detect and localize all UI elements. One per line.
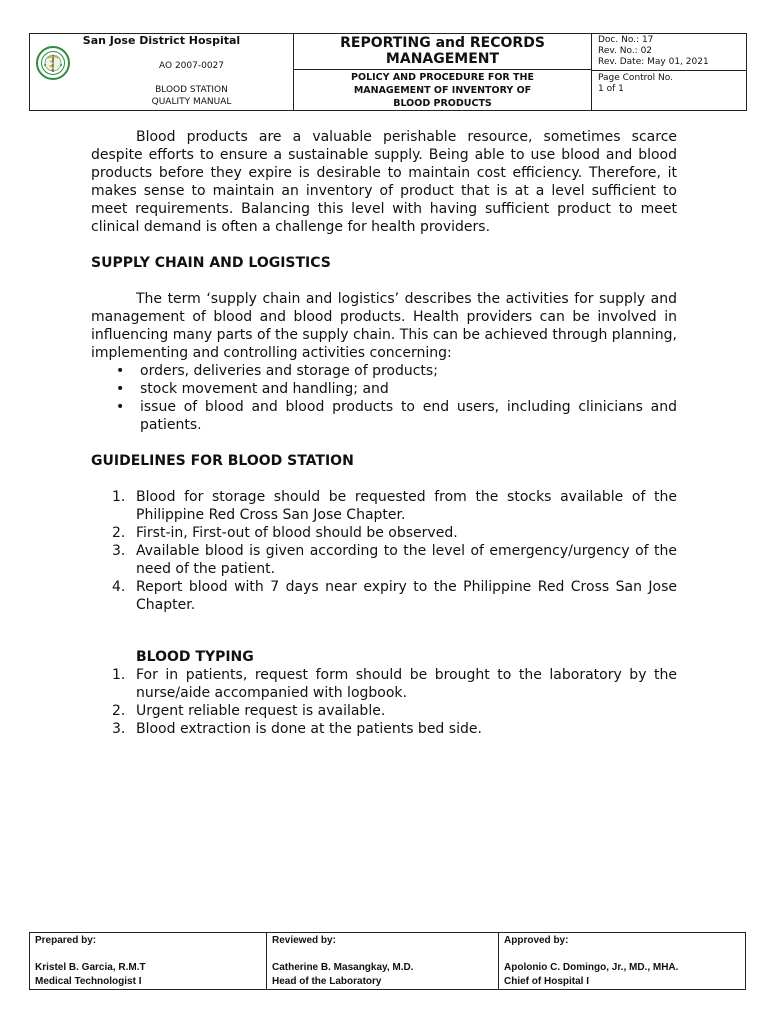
supply-chain-list bbox=[91, 362, 677, 434]
page-control: Page Control No. 1 of 1 bbox=[598, 73, 673, 94]
blood-typing-heading: BLOOD TYPING bbox=[136, 649, 254, 665]
list-item: 4. Report blood with 7 days near expiry to the Philippine Red Cross San Jose Chapter. bbox=[112, 579, 677, 613]
reviewer-name: Catherine B. Masangkay, M.D. bbox=[272, 962, 414, 973]
guidelines-list bbox=[91, 488, 677, 614]
supply-chain-paragraph: The term ‘supply chain and logistics’ describes the activities for supply and management of blood and blood products. Health providers can be involved in influencing many parts of the supply chain. This can be achieved through planning, implementing and controlling activities concerning: bbox=[91, 291, 677, 361]
supply-chain-heading: SUPPLY CHAIN AND LOGISTICS bbox=[91, 255, 331, 271]
blood-typing-list bbox=[91, 666, 677, 738]
list-item: • orders, deliveries and storage of products; bbox=[91, 362, 677, 380]
hospital-seal-icon bbox=[36, 46, 70, 80]
header-title-cell bbox=[294, 34, 592, 110]
list-item: 1. Blood for storage should be requested from the stocks available of the Philippine Red Cross San Jose Chapter. bbox=[112, 489, 677, 523]
unit-label: BLOOD STATION QUALITY MANUAL bbox=[151, 85, 232, 107]
header-hospital-cell bbox=[30, 34, 294, 110]
list-item: • issue of blood and blood products to end users, including clinicians and patients. bbox=[91, 398, 677, 434]
hospital-name: San Jose District Hospital bbox=[82, 34, 241, 47]
signatory-footer bbox=[29, 932, 746, 990]
approver-name: Apolonio C. Domingo, Jr., MD., MHA. bbox=[504, 962, 679, 973]
document-body bbox=[91, 128, 677, 738]
preparer-name: Kristel B. Garcia, R.M.T bbox=[35, 962, 146, 973]
intro-paragraph: Blood products are a valuable perishable resource, sometimes scarce despite efforts to ensure a sustainable supply. Being able to use blood and blood products before they expire is desirable to maintain cost efficiency. Therefore, it makes sense to maintain an inventory of product that is at a level sufficient to meet requirements. Balancing this level with having sufficient product to meet clinical demand is often a challenge for health providers. bbox=[91, 129, 677, 235]
document-subtitle: POLICY AND PROCEDURE FOR THE MANAGEMENT OF INVENTORY OF BLOOD PRODUCTS bbox=[351, 72, 534, 109]
approver-title: Chief of Hospital I bbox=[504, 976, 589, 987]
prepared-by-cell: Prepared by: Kristel B. Garcia, R.M.T Medical Technologist I bbox=[30, 933, 267, 989]
list-item: 2. First-in, First-out of blood should be observed. bbox=[112, 525, 458, 541]
approved-by-cell: Approved by: Apolonio C. Domingo, Jr., MD., MHA. Chief of Hospital I bbox=[504, 935, 679, 987]
ao-number: AO 2007-0027 bbox=[159, 61, 224, 71]
document-header bbox=[29, 33, 747, 111]
document-title: REPORTING and RECORDS MANAGEMENT bbox=[294, 34, 591, 70]
reviewed-by-cell: Reviewed by: Catherine B. Masangkay, M.D. Head of the Laboratory bbox=[267, 933, 499, 989]
preparer-title: Medical Technologist I bbox=[35, 976, 142, 987]
list-item: 2. Urgent reliable request is available. bbox=[112, 703, 386, 719]
list-item: 3. Blood extraction is done at the patients bed side. bbox=[112, 721, 482, 737]
guidelines-heading: GUIDELINES FOR BLOOD STATION bbox=[91, 453, 354, 469]
list-item: 1. For in patients, request form should be brought to the laboratory by the nurse/aide accompanied with logbook. bbox=[112, 667, 677, 701]
list-item: • stock movement and handling; and bbox=[91, 380, 677, 398]
list-item: 3. Available blood is given according to the level of emergency/urgency of the need of the patient. bbox=[112, 543, 677, 577]
revision-info: Doc. No.: 17 Rev. No.: 02 Rev. Date: May 01, 2021 bbox=[592, 34, 746, 71]
header-control-cell bbox=[592, 34, 746, 110]
reviewer-title: Head of the Laboratory bbox=[272, 976, 382, 987]
